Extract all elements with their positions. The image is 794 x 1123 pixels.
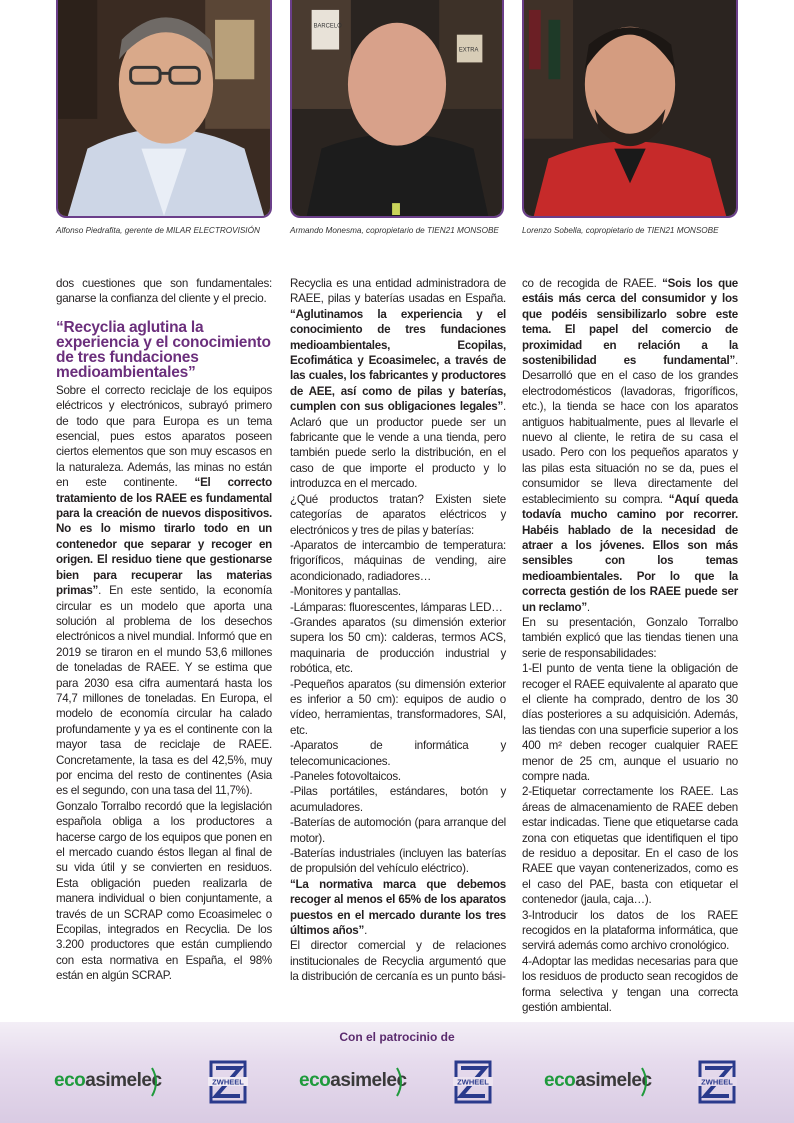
paragraph: dos cuestiones que son fundamentales: ganarse la confianza del cliente y el precio. [56,277,272,306]
sponsor-label: Con el patrocinio de [339,1030,455,1044]
logo-text: eco [54,1070,86,1091]
paragraph [522,276,738,615]
text: . En este sentido, la economía circular es un modelo que aporta una solución al problema de los desechos electrónicos a nivel mundial. Informó que en 2019 se tiraron en el mundo 53,6 millones de toneladas de RAEE. Y se estima que para 2030 esa cifra aumentará hasta los 74,7 millones de toneladas. En Europa, el modelo de economía circular ha calado profundamente y ya es el continente con la mayor tasa de reciclaje de RAEE. Concretamente, la tasa es del 42,5%, muy por encima del resto de continentes (Asia es el segundo, con una tasa del 11,7%). [56,584,272,798]
photo-caption: Armando Monesma, copropietario de TIEN21 MONSOBE [290,226,499,235]
bottle-label: BARCELÓ [313,23,342,30]
article-column-3 [522,276,738,1016]
paragraph: El director comercial y de relaciones institucionales de Recyclia argumentó que la distribución de cercanía es un punto bási- [290,939,506,984]
text: . [586,600,590,614]
zwheel-logo [208,1060,248,1104]
logo-text: ZWHEEL [212,1077,244,1087]
quote: “Aquí queda todavía mucho camino por recorrer. Habéis hablado de la necesidad de atraer a los jóvenes. Ellos son más sensibles con los temas medioambientales. Por lo que la correcta gestión de los RAEE puede ser un reclamo” [522,492,738,614]
text: . Desarrolló que en el caso de los grandes electrodomésticos (lavadoras, frigoríficos, etc.), la tienda se hace con los aparatos antiguos habitualmente, pues al llevarle el nuevo al cliente, le retira de su casa el usado. Pero con los pequeños aparatos y las pilas esta situación no se da, pues el consumidor se lleva directamente del establecimiento su compra. [522,354,738,506]
ecoasimelec-logo [544,1066,654,1098]
list-item: -Monitores y pantallas. [290,585,401,599]
list-item: 4-Adoptar las medidas necesarias para que los residuos de producto sean recogidos de forma selectiva y tengan una correcta gestión ambiental. [522,954,738,1015]
photo-caption: Alfonso Piedrafita, gerente de MILAR ELECTROVISIÓN [56,226,260,235]
logo-text: ZWHEEL [701,1077,733,1087]
paragraph [290,276,506,492]
quote: “Sois los que estáis más cerca del consumidor y los que podéis sensibilizarlo sobre este tema. El papel del comercio de proximidad en relación a la sostenibilidad es fundamental” [522,277,738,368]
quote: “El correcto tratamiento de los RAEE es fundamental para la creación de nuevos dispositivos. No es lo mismo tirarlo todo en un contenedor que separar y recoger en origen. El residuo tiene que gestionarse bien para recuperar las materias primas” [56,476,272,598]
text: . Aclaró que un productor puede ser un fabricante que le vende a una tienda, pero también puede serlo la distribución, en el caso de que importe el producto y lo introduzca en el mercado. [290,400,506,491]
logo-text: ZWHEEL [457,1077,489,1087]
list-item: 1-El punto de venta tiene la obligación de recoger el RAEE equivalente al aparato que el cliente ha comprado, dentro de los 30 días posteriores a su adquisición. Además, las tiendas con una superficie superior a los 400 m² deben recoger cualquier RAEE menor de 25 cm, aunque el usuario no compre nada. [522,662,738,783]
list-item: -Paneles fotovoltaicos. [290,770,401,783]
photo-caption: Lorenzo Sobella, copropietario de TIEN21 MONSOBE [522,226,719,235]
quote: “La normativa marca que debemos recoger al menos el 65% de los aparatos puestos en el mercado durante los tres últimos años” [290,877,506,938]
list-item: 3-Introducir los datos de los RAEE recogidos en la plataforma informática, que servirá además como archivo cronológico. [522,908,738,953]
paragraph: ¿Qué productos tratan? Existen siete categorías de aparatos eléctricos y electrónicos y tres de pilas y baterías: [290,492,506,537]
list-item: -Aparatos de intercambio de temperatura: frigoríficos, máquinas de vending, aire acondicionado, radiadores… [290,538,506,583]
article-column-1 [56,276,272,984]
paragraph [290,877,506,939]
list-item: -Aparatos de informática y telecomunicaciones. [290,739,506,768]
list-item: -Grandes aparatos (su dimensión exterior supera los 50 cm): calderas, termos ACS, maquinaria de producción industrial y robótica, etc. [290,615,506,676]
quote: “Aglutinamos la experiencia y el conocimiento de tres fundaciones medioambientales, Ecopilas, Ecofimática y Ecoasimelec, a través de las cuales, los fabricantes y productores de AEE, así como de pilas y baterías, cumplen con sus obligaciones legales” [290,307,506,414]
list-item: -Baterías de automoción (para arranque del motor). [290,816,506,845]
paragraph [56,383,272,799]
logo-text: asimelec [575,1070,652,1091]
text: co de recogida de RAEE. [522,277,663,290]
logo-text: asimelec [85,1070,162,1091]
photo-armando-monesma [290,0,504,218]
list-item: -Baterías industriales (incluyen las baterías de propulsión del vehículo eléctrico). [290,847,506,876]
paragraph: En su presentación, Gonzalo Torralbo también explicó que las tiendas tienen una serie de responsabilidades: [522,615,738,660]
list-item: 2-Etiquetar correctamente los RAEE. Las áreas de almacenamiento de RAEE deben estar indicadas. Tiene que etiquetarse cada zona con etiquetas que identifiquen el tipo de residuo a depositar. En el caso de los RAEE que vayan contenerizados, como es el caso del PAE, basta con etiquetar el contenedor (jaula, caja…). [522,785,738,907]
zwheel-logo [697,1060,737,1104]
ecoasimelec-logo [299,1066,409,1098]
article-column-2 [290,276,506,985]
zwheel-logo [453,1060,493,1104]
text: Sobre el correcto reciclaje de los equipos eléctricos y electrónicos, subrayó primero de todo que para Europa es un tema esencial, pues estos aparatos poseen ciertos elementos que son muy escasos en la naturaleza. Además, las minas no están en este continente. [56,383,272,490]
section-heading: “Recyclia aglutina la experiencia y el conocimiento de tres fundaciones medioambientales” [56,318,271,381]
text: Recyclia es una entidad administradora de RAEE, pilas y baterías usadas en España. [290,277,506,306]
list-item: -Lámparas: fluorescentes, lámparas LED… [290,600,503,614]
paragraph: Gonzalo Torralbo recordó que la legislación española obliga a los productores a hacerse cargo de los equipos que ponen en el mercado cuando éstos llegan al final de su vida útil y se convierten en residuos. Esta obligación pueden realizarla de manera individual o bien conjuntamente, a través de un SCRAP como Ecoasimelec o Ecopilas, integrados en Recyclia. De los 3.200 productores que están cumpliendo con esta normativa en España, el 98% están en algún SCRAP. [56,799,272,983]
logo-text: asimelec [330,1070,407,1091]
extra-label: EXTRA [458,47,479,54]
list-item: -Pequeños aparatos (su dimensión exterior es inferior a 50 cm): equipos de audio o vídeo, herramientas, transformadores, SAI, etc. [290,677,506,737]
list-item: -Pilas portátiles, estándares, botón y acumuladores. [290,785,506,814]
ecoasimelec-logo [54,1066,164,1098]
logo-text: eco [299,1070,331,1091]
text: . [364,924,368,938]
photo-alfonso-piedrafita [56,0,272,218]
photo-lorenzo-sobella [522,0,738,218]
logo-text: eco [544,1070,576,1091]
